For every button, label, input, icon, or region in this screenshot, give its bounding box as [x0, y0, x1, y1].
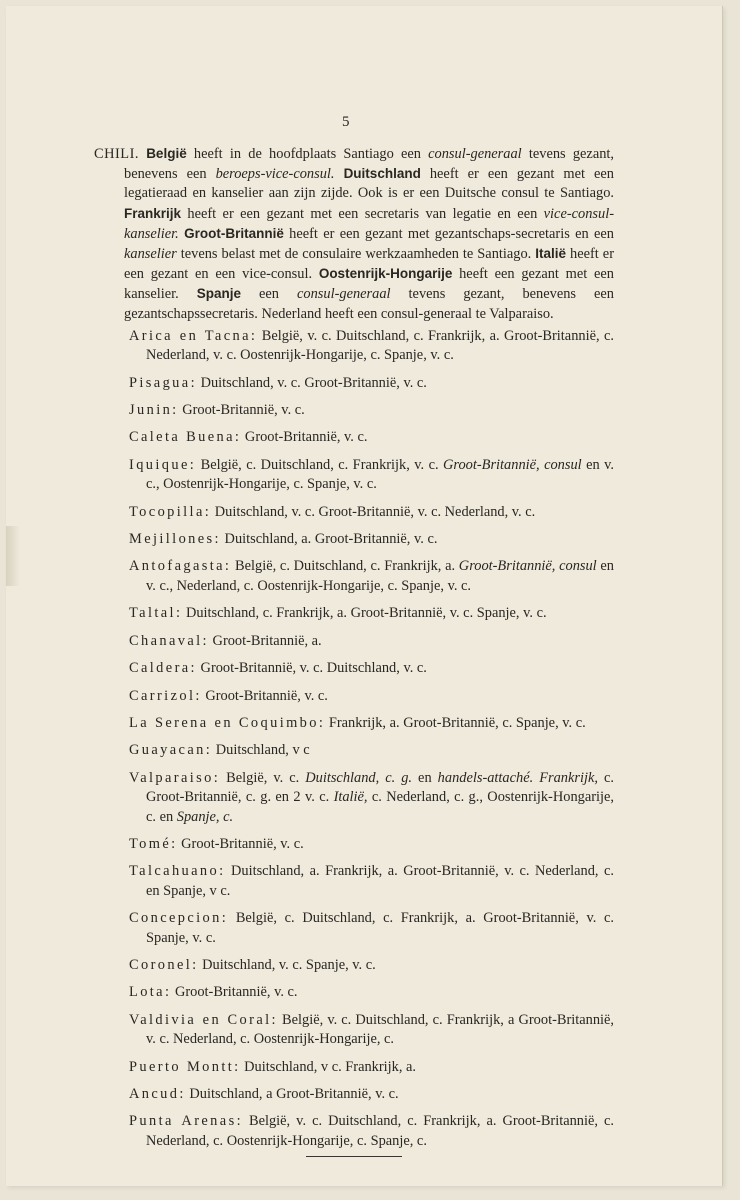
port-name: Coronel: [129, 956, 199, 973]
text-run: en v. c., Nederland, c. Oostenrijk-Hongarije, c. Spanje, v. c. [146, 558, 614, 594]
text-run: Duitschland, v c [212, 742, 310, 759]
text-run: c. Nederland, c. g., Oostenrijk-Hongarije, c. en [146, 789, 614, 825]
text-run: en v. c., Oostenrijk-Hongarije, c. Spanje, v. c. [146, 456, 614, 493]
port-name: Talcahuano: [129, 863, 226, 880]
emphasized-text: consul-generaal [428, 146, 522, 162]
port-entry [94, 1112, 614, 1151]
text-run: Duitschland, v. c. Spanje, v. c. [198, 956, 376, 973]
country-name: Groot-Britannië [184, 225, 284, 241]
port-entry [94, 1085, 614, 1104]
port-name: Puerto Montt: [129, 1058, 241, 1075]
text-run: Groot-Britannië, a. [208, 632, 322, 649]
port-entry [94, 530, 614, 549]
emphasized-text: Groot-Britannië, consul [458, 558, 597, 575]
port-name: Concepcion: [129, 910, 229, 927]
port-entry [94, 604, 614, 623]
port-name: Lota: [129, 984, 172, 1001]
text-run: heeft een gezant met een kanselier. [124, 266, 614, 303]
text-run: Duitschland, v. c. Groot-Britannië, v. c. [196, 374, 427, 391]
port-entry [94, 401, 614, 420]
port-name: Valdivia en Coral: [129, 1011, 278, 1028]
text-run: Duitschland, c. Frankrijk, a. Groot-Britannië, v. c. Spanje, v. c. [182, 605, 547, 622]
country-name: Italië [535, 246, 567, 262]
text-run: Duitschland, a. Frankrijk, a. Groot-Britannië, v. c. Nederland, c. en Spanje, v c. [146, 863, 614, 899]
text-run: en [412, 769, 438, 786]
port-name: Guayacan: [129, 742, 213, 759]
document-page [6, 6, 723, 1186]
text-run: Groot-Britannië, v. c. Duitschland, v. c. [196, 660, 427, 677]
country-name: België [146, 146, 187, 161]
text-run: Groot-Britannië, v. c. [177, 835, 304, 852]
port-entry [94, 632, 614, 651]
emphasized-text: beroeps-vice-consul. [215, 166, 335, 183]
port-name: Chanaval: [129, 632, 209, 649]
text-run: België, v. c. Duitschland, c. Frankrijk, a Groot-Britannië, v. c. Nederland, c. Oostenrijk-Hongarije, c. [146, 1011, 615, 1048]
port-entry [94, 374, 614, 393]
port-name: Mejillones: [129, 531, 221, 548]
port-entry [94, 687, 614, 706]
port-entry [94, 1058, 614, 1077]
country-name: Frankrijk [124, 205, 182, 221]
text-run: Groot-Britannië, v. c. [171, 984, 298, 1001]
port-entry [94, 659, 614, 678]
text-run: Groot-Britannië, v. c. [201, 687, 328, 704]
port-name: Tocopilla: [129, 503, 212, 520]
port-entry [94, 835, 614, 854]
text-run: Duitschland, v. c. Groot-Britannië, v. c. Nederland, v. c. [211, 503, 536, 520]
port-entry [94, 428, 614, 447]
country-name: Oostenrijk-Hongarije [318, 266, 453, 282]
port-entry [94, 714, 614, 733]
text-run: heeft er een gezant met een secretaris van legatie en een [181, 205, 544, 222]
port-name: Arica en Tacna: [129, 327, 258, 344]
port-entry [94, 503, 614, 522]
text-run: België, c. Duitschland, c. Frankrijk, a. [231, 558, 459, 575]
port-name: Caleta Buena: [129, 429, 242, 446]
intro-paragraph [94, 144, 614, 324]
text-run: een [241, 286, 298, 303]
text-run: België, v. c. Duitschland, c. Frankrijk, a. Groot-Britannië, c. Nederland, v. c. Oostenrijk-Hongarije, c. Spanje, v. c. [146, 327, 614, 364]
emphasized-text: Italië, [333, 789, 368, 806]
text-run: heeft er een gezant en een vice-consul. [124, 246, 614, 283]
country-heading: CHILI. [94, 146, 139, 162]
emphasized-text: Duitschland, c. g. [305, 769, 413, 786]
closing-rule [306, 1156, 402, 1157]
intro-body [124, 146, 614, 322]
country-name: Duitschland [343, 166, 421, 182]
port-name: Tomé: [129, 835, 178, 852]
text-run: België, c. Duitschland, c. Frankrijk, v. c. [196, 456, 444, 473]
port-name: Ancud: [129, 1086, 186, 1103]
text-run: heeft er een gezant met een legatieraad en kanselier aan zijn zijde. Ook is er een Duitsche consul te Santiago. [124, 166, 614, 202]
text-run: tevens gezant, benevens een gezantschapssecretaris. Nederland heeft een consul-generaal te Valparaiso. [124, 286, 614, 322]
emphasized-text: handels-attaché. Frankrijk, [437, 769, 598, 786]
text-run: België, c. Duitschland, c. Frankrijk, a. Groot-Britannië, v. c. Spanje, v. c. [146, 910, 614, 946]
text-run: heeft in de hoofdplaats Santiago een [186, 146, 429, 162]
emphasized-text: kanselier [124, 246, 177, 263]
port-entry [94, 862, 614, 901]
text-run: Groot-Britannië, v. c. [241, 429, 368, 446]
port-entry [94, 456, 614, 495]
port-entry [94, 1011, 614, 1050]
emphasized-text: consul-generaal [297, 286, 391, 303]
text-run: Duitschland, v c. Frankrijk, a. [240, 1058, 417, 1075]
emphasized-text: Spanje, c. [176, 808, 234, 825]
port-name: Valparaiso: [129, 769, 221, 786]
port-entry [94, 769, 614, 827]
text-run: heeft er een gezant met gezantschaps-secretaris en een [283, 225, 614, 242]
port-name: La Serena en Coquimbo: [129, 714, 326, 731]
port-entry [94, 741, 614, 760]
text-run: België, v. c. [220, 769, 306, 786]
page-number: 5 [342, 114, 350, 130]
text-run: Duitschland, a. Groot-Britannië, v. c. [220, 531, 438, 548]
port-entry [94, 956, 614, 975]
emphasized-text: Groot-Britannië, consul [443, 456, 582, 473]
port-name: Punta Arenas: [129, 1113, 243, 1130]
port-name: Taltal: [129, 605, 183, 622]
port-name: Pisagua: [129, 374, 197, 391]
text-run: België, v. c. Duitschland, c. Frankrijk, a. Groot-Britannië, c. Nederland, c. Oostenrijk-Hongarije, c. Spanje, c. [146, 1113, 614, 1149]
text-run: tevens gezant, benevens een [124, 146, 614, 183]
port-entry [94, 909, 614, 948]
port-entry [94, 557, 614, 596]
country-name: Spanje [196, 286, 242, 302]
port-entries-list [94, 327, 614, 1151]
port-name: Junin: [129, 402, 179, 419]
text-run [335, 166, 344, 182]
text-run: Frankrijk, a. Groot-Britannië, c. Spanje, v. c. [325, 714, 586, 731]
port-name: Antofagasta: [129, 558, 232, 575]
port-name: Iquique: [129, 456, 197, 473]
page-content [94, 144, 614, 1159]
text-run: c. Groot-Britannië, c. g. en 2 v. c. [146, 769, 614, 806]
text-run: Groot-Britannië, v. c. [178, 402, 305, 419]
port-name: Caldera: [129, 660, 197, 677]
page-fold-shadow [6, 526, 20, 586]
emphasized-text: vice-consul-kanselier. [124, 205, 614, 242]
port-name: Carrizol: [129, 687, 202, 704]
port-entry [94, 983, 614, 1002]
text-run: Duitschland, a Groot-Britannië, v. c. [185, 1086, 399, 1103]
port-entry [94, 327, 614, 366]
text-run: tevens belast met de consulaire werkzaamheden te Santiago. [176, 246, 536, 263]
